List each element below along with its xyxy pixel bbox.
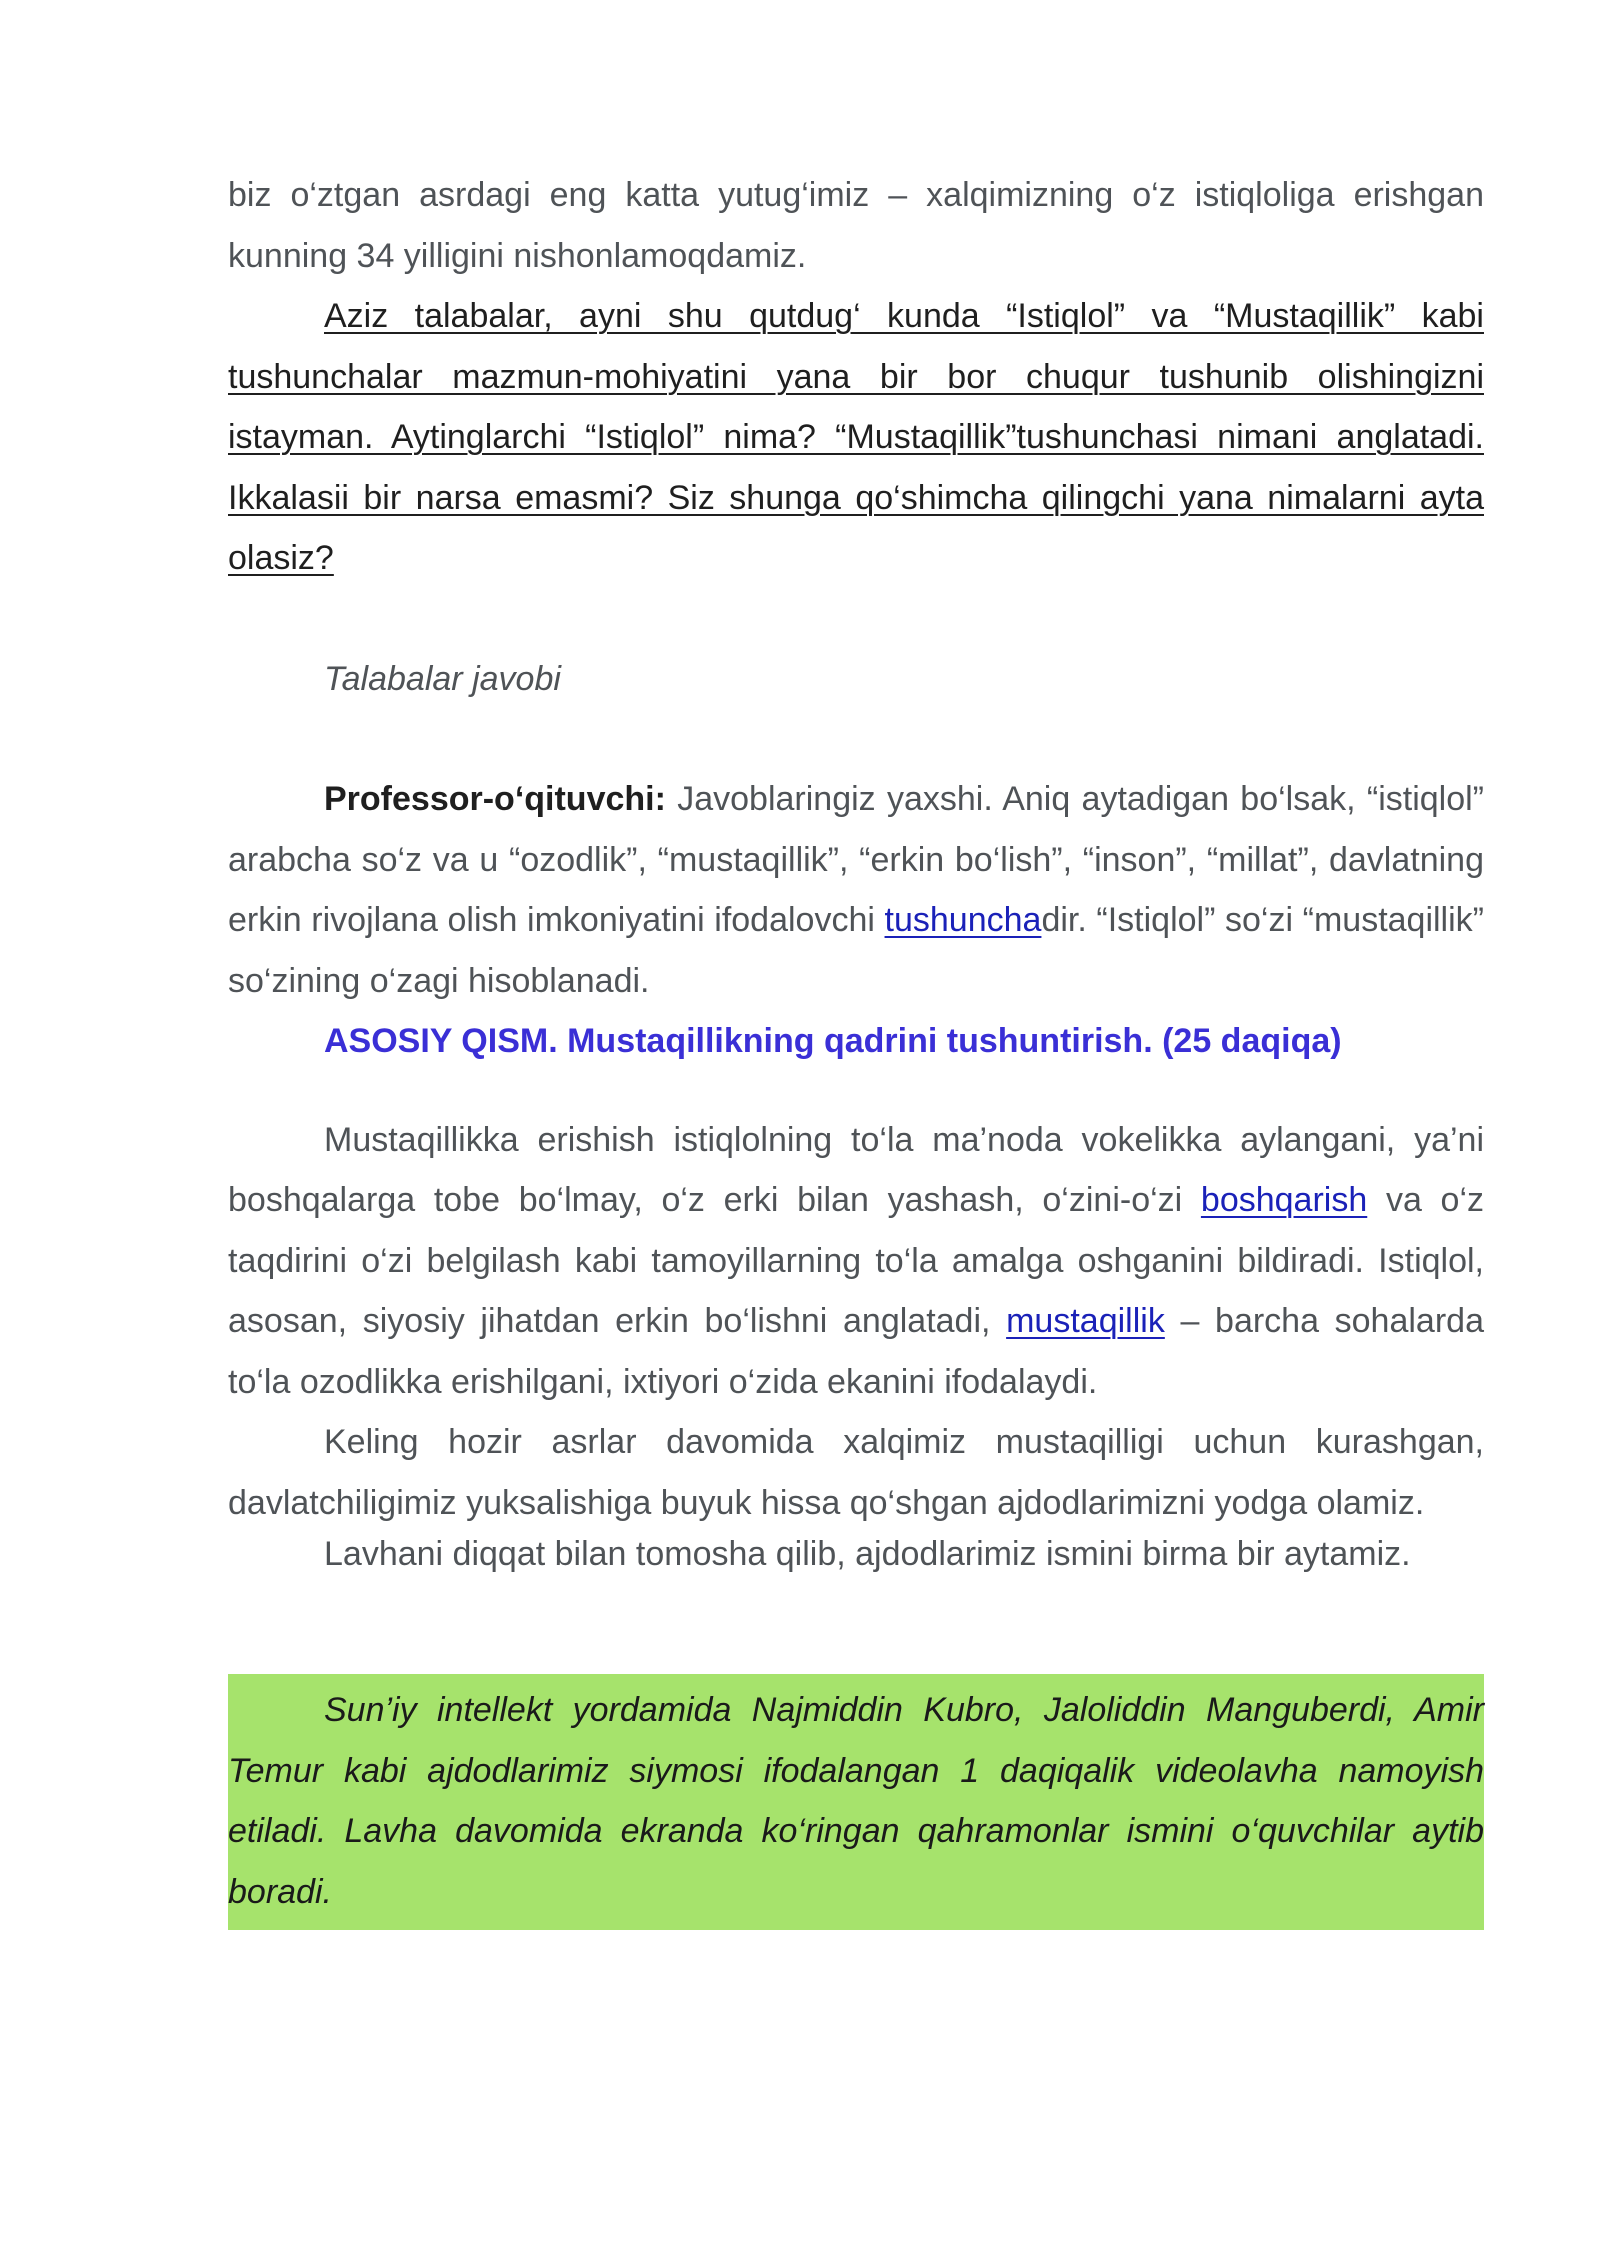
video-paragraph: Lavhani diqqat bilan tomosha qilib, ajdodlarimiz ismini birma bir aytamiz.	[324, 1535, 1411, 1573]
students-answer-note: Talabalar javobi	[324, 659, 561, 698]
intro-paragraph: biz o‘ztgan asrdagi eng katta yutug‘imiz – xalqimizning o‘z istiqloliga erishgan kunning 34 yilligini nishonlamoqdamiz.	[228, 176, 1484, 275]
professor-text-end: dir. “Istiqlol” so‘zi “mustaqillik” so‘zining o‘zagi hisoblanadi.	[228, 901, 1484, 1000]
boshqarish-link[interactable]: boshqarish	[1200, 1181, 1368, 1219]
highlight-text: Sun’iy intellekt yordamida Najmiddin Kubro, Jaloliddin Manguberdi, Amir Temur kabi ajdodlarimiz siymosi ifodalangan 1 daqiqalik videolavha namoyish etiladi. Lavha davomida ekranda ko‘ringan qahramonlar ismini o‘quvchilar aytib boradi.	[228, 1691, 1484, 1911]
spacer	[228, 1072, 1484, 1110]
question-paragraph: Aziz talabalar, ayni shu qutdug‘ kunda “Istiqlol” va “Mustaqillik” kabi tushunchalar mazmun-mohiyatini yana bir bor chuqur tushunib olishingizni istayman. Aytinglarchi “Istiqlol” nima? “Mustaqillik”tushunchasi nimani anglatadi. Ikkalasii bir narsa emasmi? Siz shunga qo‘shimcha qilingchi yana nimalarni ayta olasiz?	[228, 297, 1484, 577]
section-heading: ASOSIY QISM. Mustaqillikning qadrini tushuntirish. (25 daqiqa)	[324, 1022, 1342, 1060]
mustaqillik-link[interactable]: mustaqillik	[1006, 1302, 1165, 1340]
professor-text: Javoblaringiz yaxshi. Aniq aytadigan bo‘lsak, “istiqlol” arabcha so‘z va u “ozodlik”, “mustaqillik”, “erkin bo‘lish”, “inson”, “millat”, davlatning erkin rivojlana olish imkoniyatini ifodalovchi	[228, 780, 1484, 939]
main-text-1: Mustaqillikka erishish istiqlolning to‘la ma’noda vokelikka aylangani, ya’ni boshqalarga tobe bo‘lmay, o‘z erki bilan yashash, o‘zini-o‘zi	[228, 1120, 1484, 1219]
tushuncha-link[interactable]: tushuncha	[884, 901, 1042, 939]
ancestors-paragraph: Keling hozir asrlar davomida xalqimiz mustaqilligi uchun kurashgan, davlatchiligimiz yuksalishiga buyuk hissa qo‘shgan ajdodlarimizni yodga olamiz.	[228, 1423, 1484, 1522]
main-text-3: – barcha sohalarda to‘la ozodlikka erishilgani, ixtiyori o‘zida ekanini ifodalaydi.	[228, 1302, 1484, 1401]
main-paragraph	[228, 1110, 1484, 1413]
spacer	[228, 589, 1484, 649]
professor-label: Professor-o‘qituvchi:	[324, 780, 666, 818]
spacer	[228, 709, 1484, 769]
document-page	[228, 165, 1484, 1930]
professor-paragraph	[228, 769, 1484, 1011]
main-text-2: va o‘z taqdirini o‘zi belgilash kabi tamoyillarning to‘la amalga oshganini bildiradi. Istiqlol, asosan, siyosiy jihatdan erkin bo‘lishni anglatadi,	[228, 1181, 1484, 1340]
highlight-box	[228, 1674, 1484, 1930]
